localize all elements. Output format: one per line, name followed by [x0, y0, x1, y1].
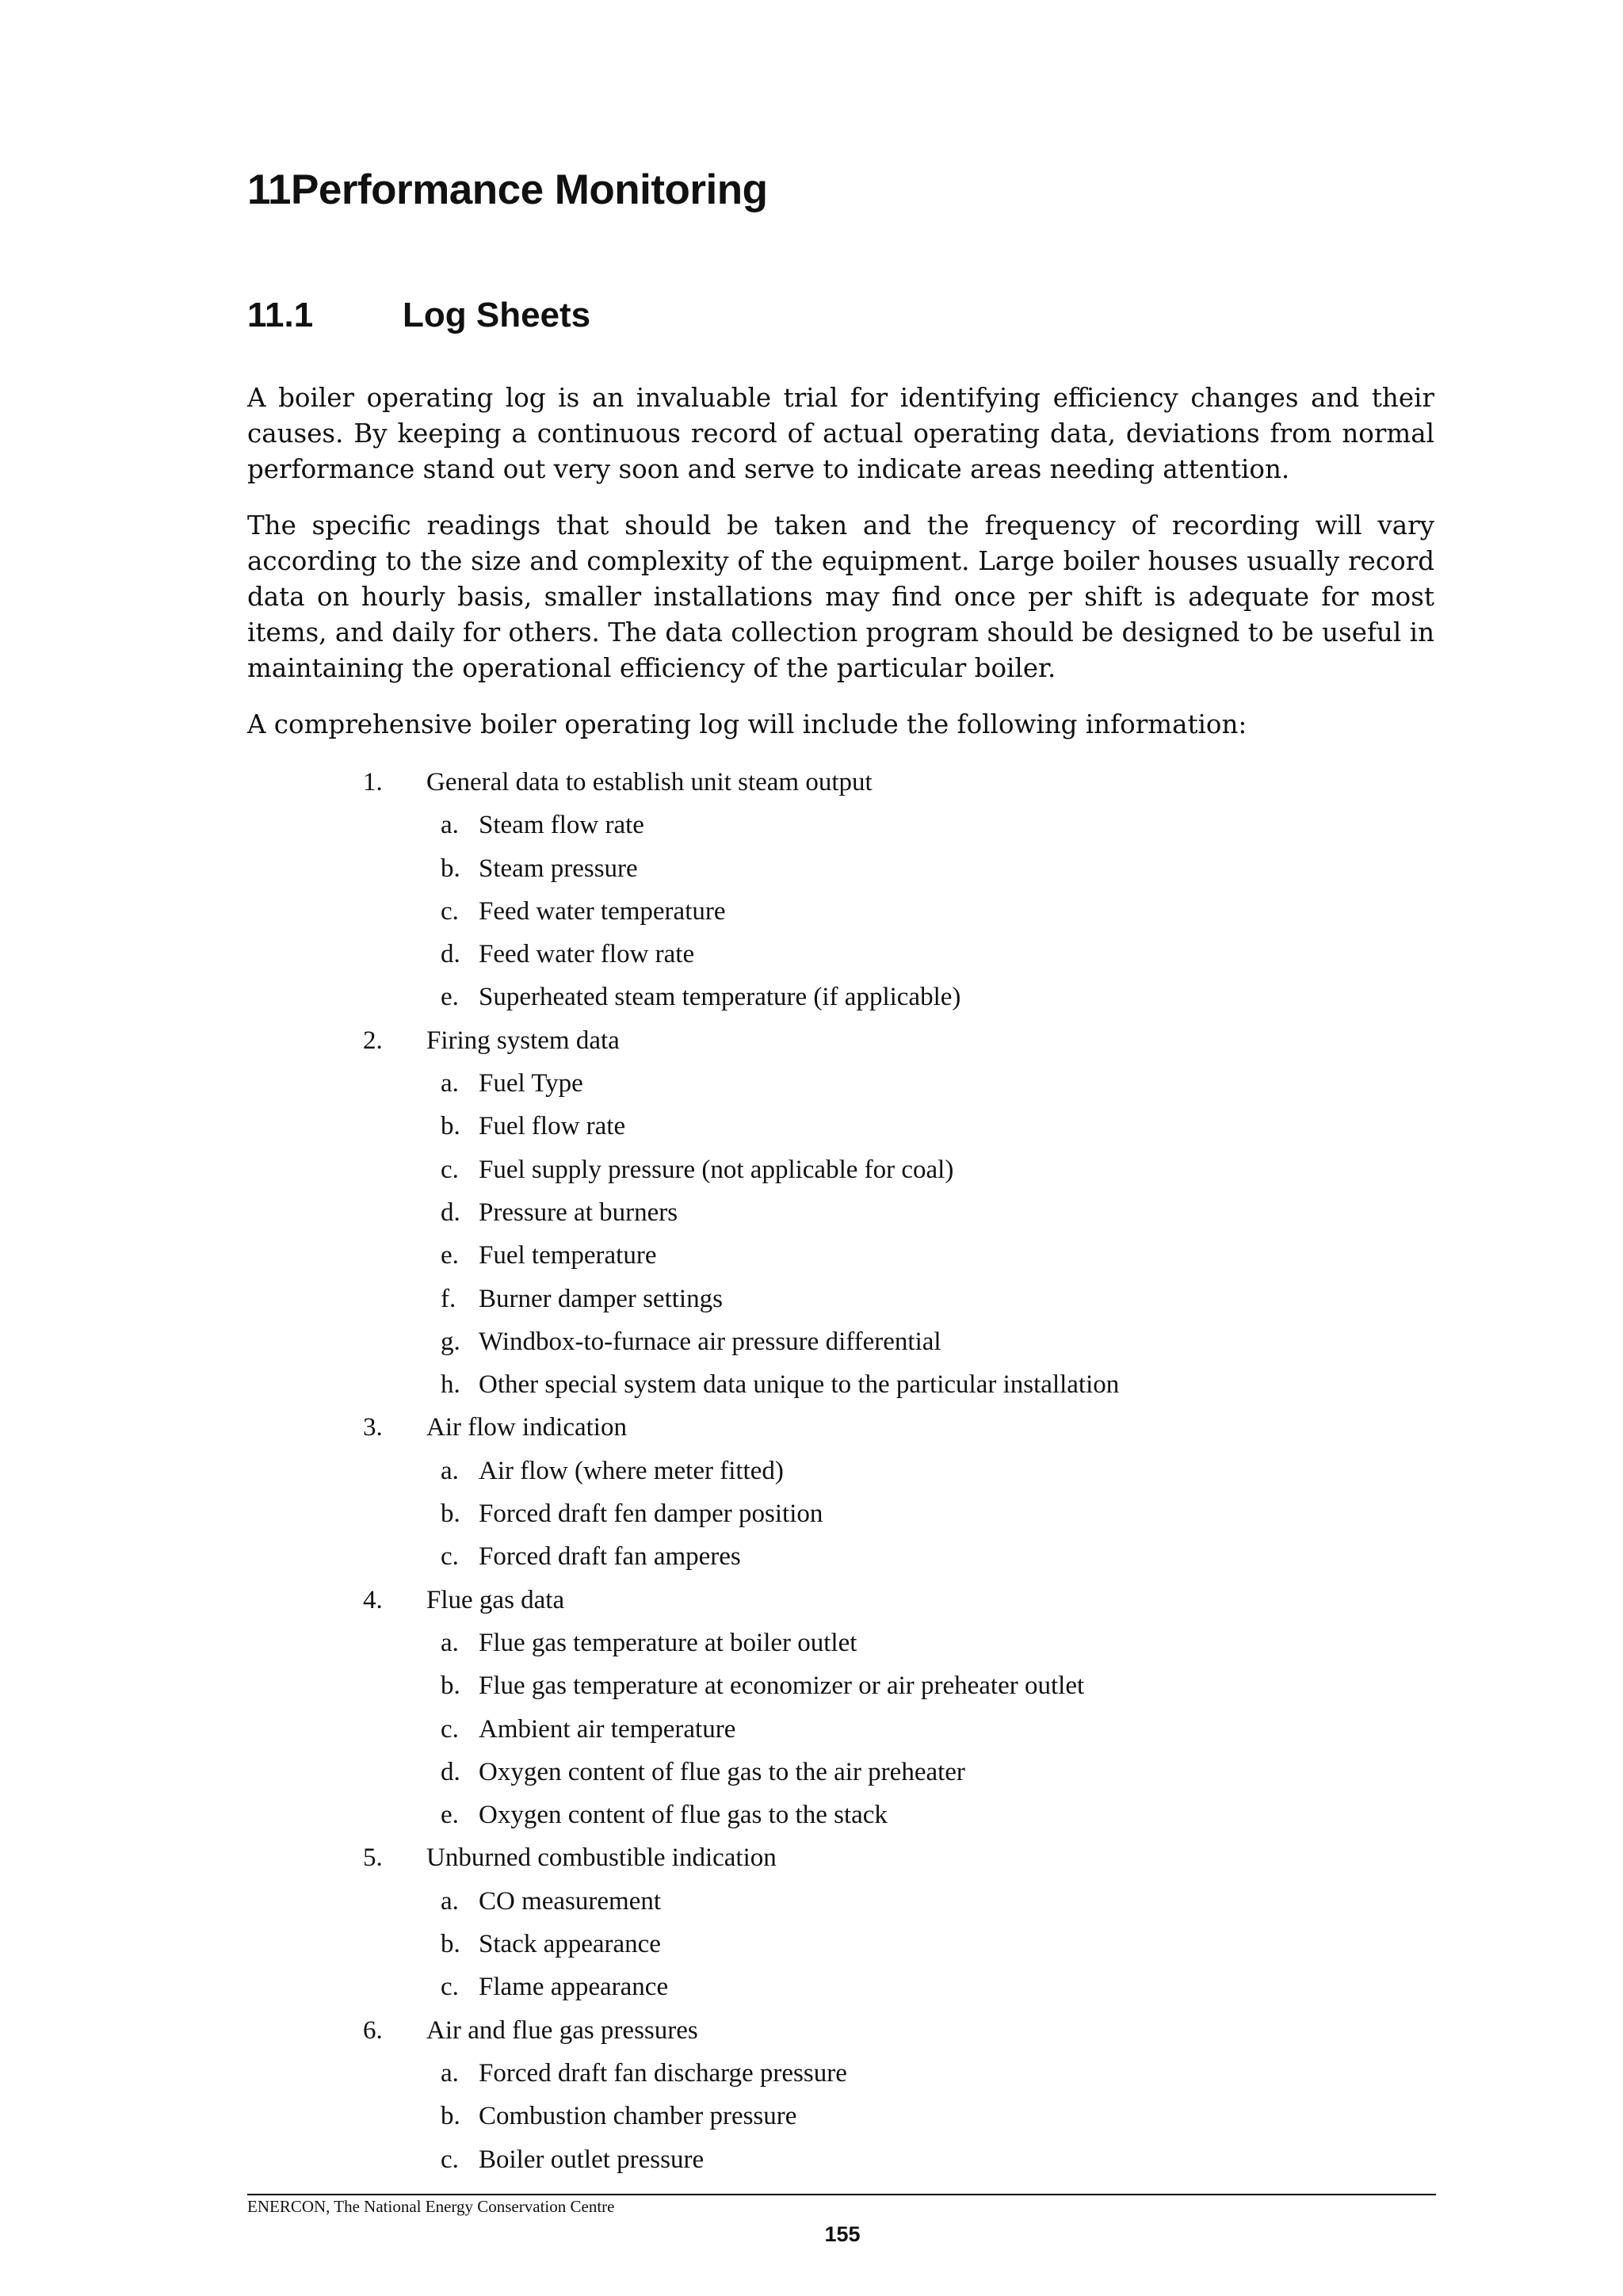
log-subitem-text: Burner damper settings	[479, 1284, 723, 1313]
log-subitem-text: Flue gas temperature at boiler outlet	[479, 1628, 857, 1657]
log-subitem-letter: c.	[441, 1714, 459, 1744]
log-subitem	[0, 1880, 1623, 1923]
log-subitem-text: Flame appearance	[479, 1973, 669, 2002]
log-subitem-text: Combustion chamber pressure	[479, 2102, 797, 2131]
log-subitem	[0, 804, 1623, 846]
log-subitem-letter: g.	[441, 1327, 460, 1356]
log-item-heading	[0, 1019, 1623, 1062]
log-subitem-text: Superheated steam temperature (if applicable)	[479, 983, 961, 1012]
log-subitem-letter: d.	[441, 1198, 460, 1227]
log-subitem	[0, 1664, 1623, 1707]
log-subitem	[0, 1363, 1623, 1406]
log-subitem	[0, 2138, 1623, 2181]
log-subitem-list	[0, 1880, 1623, 2009]
log-subitem-letter: b.	[441, 1930, 460, 1959]
log-subitem	[0, 1622, 1623, 1664]
log-subitem-text: Fuel Type	[479, 1069, 583, 1098]
log-item-heading	[0, 761, 1623, 804]
log-subitem	[0, 1278, 1623, 1320]
log-subitem	[0, 1966, 1623, 2008]
log-subitem	[0, 1923, 1623, 1966]
log-item-title: General data to establish unit steam output	[426, 768, 873, 797]
footer-organization: ENERCON, The National Energy Conservation Centre	[247, 2197, 615, 2216]
log-item-heading	[0, 2009, 1623, 2052]
log-item-title: Flue gas data	[426, 1585, 565, 1614]
log-subitem-letter: c.	[441, 2145, 459, 2174]
log-subitem-letter: e.	[441, 1241, 459, 1270]
paragraph-log-contents: A comprehensive boiler operating log will include the following information:	[247, 709, 1247, 739]
log-subitem-text: Stack appearance	[479, 1930, 661, 1959]
log-subitem	[0, 2052, 1623, 2095]
footer-divider	[247, 2194, 1436, 2195]
log-subitem	[0, 890, 1623, 933]
paragraph-readings: The specific readings that should be taken and the frequency of recording will vary according to the size and complexity of the equipment. Large boiler houses usually record data on hourly basis, smaller installations may find once per shift is adequate for most items, and daily for others. The data collection program should be designed to be useful in maintaining the operational efficiency of the particular boiler.	[247, 510, 1434, 683]
log-subitem-letter: a.	[441, 2058, 459, 2088]
log-subitem-text: Oxygen content of flue gas to the air preheater	[479, 1757, 965, 1786]
log-items-list	[0, 761, 1623, 2181]
log-subitem	[0, 2095, 1623, 2137]
log-subitem-text: Feed water temperature	[479, 896, 726, 926]
log-subitem-text: Windbox-to-furnace air pressure differential	[479, 1327, 941, 1356]
section-heading	[247, 295, 591, 337]
log-subitem-letter: a.	[441, 811, 459, 840]
log-item	[0, 1019, 1623, 1407]
log-item-heading	[0, 1579, 1623, 1622]
log-subitem-text: CO measurement	[479, 1886, 662, 1916]
log-subitem	[0, 933, 1623, 976]
log-subitem	[0, 1708, 1623, 1751]
log-item-number: 4.	[363, 1585, 383, 1614]
log-item-number: 6.	[363, 2015, 383, 2045]
log-subitem-list	[0, 1622, 1623, 1836]
log-subitem	[0, 1105, 1623, 1148]
log-subitem	[0, 1751, 1623, 1794]
log-item	[0, 761, 1623, 1019]
log-item-title: Firing system data	[426, 1026, 620, 1055]
chapter-number: 11	[247, 166, 292, 213]
log-subitem-letter: f.	[441, 1284, 456, 1313]
log-subitem-text: Feed water flow rate	[479, 940, 695, 969]
log-subitem-letter: c.	[441, 896, 459, 926]
log-item-number: 5.	[363, 1843, 383, 1873]
log-subitem	[0, 1191, 1623, 1234]
log-subitem-list	[0, 1062, 1623, 1406]
log-subitem	[0, 1320, 1623, 1363]
log-subitem-letter: e.	[441, 983, 459, 1012]
log-subitem-letter: b.	[441, 1112, 460, 1141]
log-subitem-list	[0, 1450, 1623, 1579]
chapter-title	[247, 165, 768, 216]
log-item-title: Air flow indication	[426, 1413, 627, 1442]
log-subitem-text: Forced draft fan discharge pressure	[479, 2058, 847, 2088]
log-subitem-letter: h.	[441, 1370, 460, 1400]
log-subitem-letter: b.	[441, 854, 460, 883]
log-subitem-text: Pressure at burners	[479, 1198, 678, 1227]
section-number: 11.1	[247, 296, 314, 334]
log-item-number: 1.	[363, 768, 383, 797]
log-subitem-letter: e.	[441, 1801, 459, 1830]
log-subitem-text: Fuel supply pressure (not applicable for coal)	[479, 1155, 954, 1184]
log-subitem-text: Boiler outlet pressure	[479, 2145, 705, 2174]
log-item-title: Unburned combustible indication	[426, 1843, 777, 1873]
log-subitem-letter: c.	[441, 1155, 459, 1184]
log-subitem-text: Forced draft fen damper position	[479, 1499, 823, 1529]
log-subitem-letter: a.	[441, 1456, 459, 1485]
log-subitem-letter: c.	[441, 1973, 459, 2002]
log-subitem	[0, 1794, 1623, 1836]
paragraph-intro: A boiler operating log is an invaluable trial for identifying efficiency changes and their causes. By keeping a continuous record of actual operating data, deviations from normal performance stand out very soon and serve to indicate areas needing attention.	[247, 383, 1434, 484]
log-subitem-text: Forced draft fan amperes	[479, 1542, 741, 1572]
page-number: 155	[824, 2222, 861, 2246]
log-subitem-letter: a.	[441, 1628, 459, 1657]
log-subitem-letter: b.	[441, 2102, 460, 2131]
log-subitem-text: Flue gas temperature at economizer or air preheater outlet	[479, 1671, 1085, 1701]
log-subitem-letter: d.	[441, 940, 460, 969]
log-subitem-text: Steam pressure	[479, 854, 638, 883]
log-subitem-text: Other special system data unique to the particular installation	[479, 1370, 1120, 1400]
log-item-title: Air and flue gas pressures	[426, 2015, 698, 2045]
log-subitem-text: Steam flow rate	[479, 811, 644, 840]
log-subitem	[0, 1062, 1623, 1105]
log-subitem	[0, 976, 1623, 1018]
log-subitem-letter: b.	[441, 1671, 460, 1701]
log-item	[0, 1836, 1623, 2008]
log-item	[0, 2009, 1623, 2181]
log-item-heading	[0, 1406, 1623, 1449]
log-item	[0, 1579, 1623, 1837]
log-subitem	[0, 1492, 1623, 1535]
log-subitem-letter: b.	[441, 1499, 460, 1529]
log-subitem-list	[0, 2052, 1623, 2181]
log-item-heading	[0, 1836, 1623, 1879]
log-subitem-text: Air flow (where meter fitted)	[479, 1456, 784, 1485]
log-item-number: 3.	[363, 1413, 383, 1442]
chapter-title-text: Performance Monitoring	[291, 166, 768, 213]
log-subitem-text: Fuel flow rate	[479, 1112, 626, 1141]
log-subitem-text: Oxygen content of flue gas to the stack	[479, 1801, 888, 1830]
log-subitem-letter: d.	[441, 1757, 460, 1786]
log-subitem	[0, 1148, 1623, 1191]
log-subitem-letter: a.	[441, 1886, 459, 1916]
section-title: Log Sheets	[403, 296, 591, 334]
log-subitem	[0, 1535, 1623, 1578]
log-subitem-text: Ambient air temperature	[479, 1714, 736, 1744]
log-item-number: 2.	[363, 1026, 383, 1055]
log-subitem	[0, 1450, 1623, 1492]
log-subitem-list	[0, 804, 1623, 1018]
log-subitem-text: Fuel temperature	[479, 1241, 657, 1270]
log-subitem	[0, 1234, 1623, 1277]
log-subitem-letter: a.	[441, 1069, 459, 1098]
log-item	[0, 1406, 1623, 1578]
log-subitem	[0, 847, 1623, 890]
log-subitem-letter: c.	[441, 1542, 459, 1572]
